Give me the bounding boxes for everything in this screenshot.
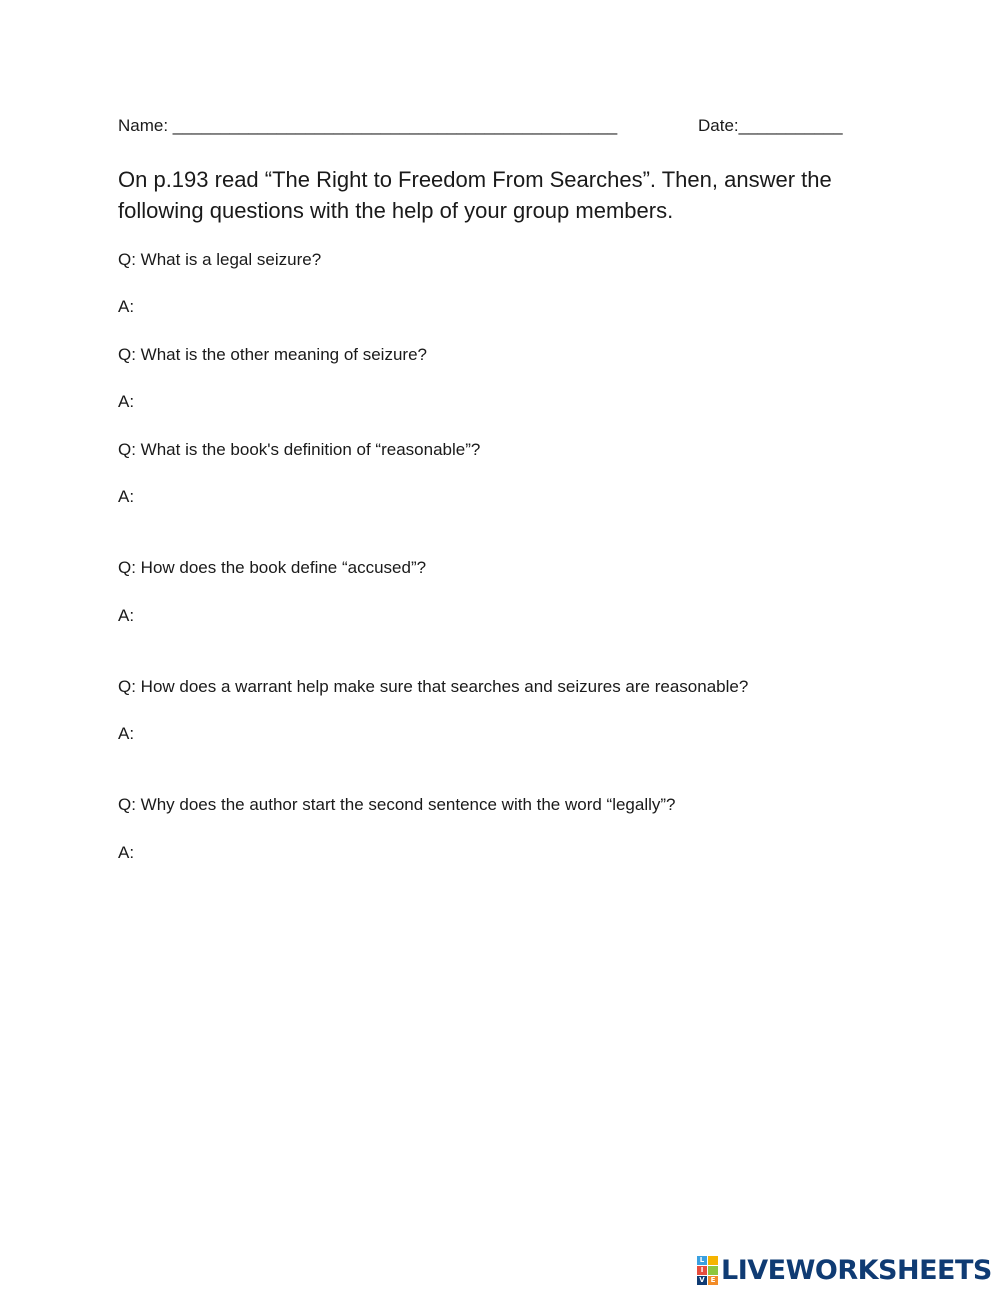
logo-tile: E	[708, 1276, 718, 1285]
answer-4[interactable]: A:	[118, 606, 135, 625]
logo-tile	[708, 1266, 718, 1275]
header-row	[118, 116, 858, 136]
question-1: Q: What is a legal seizure?	[118, 250, 322, 269]
question-2: Q: What is the other meaning of seizure?	[118, 345, 427, 364]
answer-2[interactable]: A:	[118, 392, 135, 411]
logo-tile: V	[697, 1276, 707, 1285]
question-6: Q: Why does the author start the second sentence with the word “legally”?	[118, 795, 676, 814]
answer-1[interactable]: A:	[118, 297, 135, 316]
name-field-label[interactable]: Name: _______________________________________________	[118, 116, 618, 135]
answer-6[interactable]: A:	[118, 843, 135, 862]
liveworksheets-logo	[697, 1255, 992, 1285]
logo-tile: L	[697, 1256, 707, 1265]
date-field-label[interactable]: Date:___________	[698, 116, 843, 135]
logo-tile: I	[697, 1266, 707, 1275]
logo-tile	[708, 1256, 718, 1265]
logo-text: LIVEWORKSHEETS	[721, 1254, 992, 1286]
answer-3[interactable]: A:	[118, 487, 135, 506]
logo-tiles-icon	[697, 1256, 718, 1285]
question-4: Q: How does the book define “accused”?	[118, 558, 427, 577]
answer-5[interactable]: A:	[118, 724, 135, 743]
instructions: On p.193 read “The Right to Freedom From Searches”. Then, answer the following questions with the help of your group members.	[118, 167, 832, 223]
question-3: Q: What is the book's definition of “reasonable”?	[118, 440, 481, 459]
question-5: Q: How does a warrant help make sure that searches and seizures are reasonable?	[118, 677, 749, 696]
